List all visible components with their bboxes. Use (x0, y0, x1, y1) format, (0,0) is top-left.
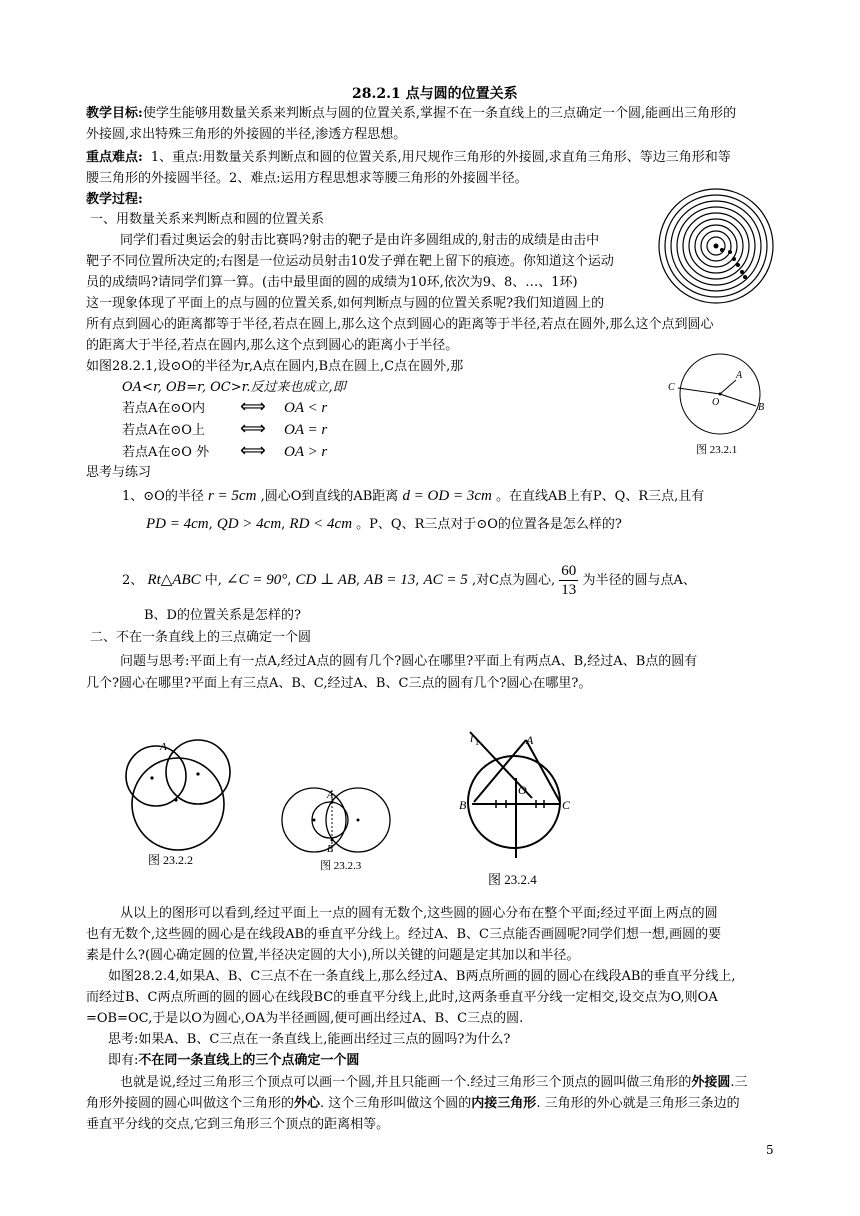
p7-l1b: 外接圆 (691, 1075, 731, 1090)
ex2-f: AB = 13 (364, 572, 416, 588)
goal-text-1: 使学生能够用数量关系来判断点与圆的位置关系,掌握不在一条直线上的三点确定一个圆,能画出三角形的 (142, 106, 737, 121)
ex1-a: 1、⊙O的半径 (122, 489, 204, 504)
ex1-h: RD < 4cm (289, 516, 353, 532)
paragraph-3-line-2: 也有无数个,这些圆的圆心是在线段AB的垂直平分线上。经过A、B、C三点能否画圆呢?同学们想一想,画圆的要 (86, 927, 722, 942)
section-1-title: 一、用数量关系来判断点和圆的位置关系 (90, 212, 325, 227)
p7-l1a: 也就是说,经过三角形三个顶点可以画一个圆,并且只能画一个.经过三角形三个顶点的圆叫做三角形的 (120, 1075, 692, 1090)
figure-23-2-1-caption: 图 23.2.1 (696, 444, 738, 456)
paragraph-1-line-2: 靶子不同位置所决定的;右图是一位运动员射击10发子弹在靶上留下的痕迹。你知道这个运动 (86, 254, 614, 269)
p7-l2d: 内接三角形 (471, 1096, 537, 1111)
fig3-label-b: B (327, 844, 334, 855)
ex2-h: ,对C点为圆心, (471, 573, 556, 588)
process-label: 教学过程: (86, 192, 143, 207)
paragraph-4-line-2: 而经过B、C两点所画的圆的圆心在线段BC的垂直平分线上,此时,这两条垂直平分线一定相交,设交点为O,则OA (86, 990, 718, 1005)
p7-l1c: .三 (730, 1075, 748, 1090)
exercise-2-line-1: 2、 Rt△ABC 中, ∠C = 90°, CD ⊥ AB, AB = 13, AC = 5 ,对C点为圆心, $\frac{60}{13}$ 为半径的圆与点A、 (122, 563, 696, 598)
paragraph-2-line-2: OA<r, OB=r, OC>r.反过来也成立,即 (122, 380, 346, 395)
relation-outside-text: 若点A在⊙O 外 (122, 445, 210, 460)
fig4-label-b: B (459, 798, 467, 812)
paragraph-1-line-1: 同学们看过奥运会的射击比赛吗?射击的靶子是由许多圆组成的,射击的成绩是由击中 (120, 233, 600, 248)
ex2-d: ∠C = 90° (226, 572, 288, 588)
paragraph-5: 思考:如果A、B、C三点在一条直线上,能画出经过三点的圆吗?为什么? (108, 1032, 511, 1047)
goal-line-1 (86, 104, 736, 124)
p7-l2c: . 这个三角形叫做这个圆的 (320, 1096, 472, 1111)
ex2-e: CD ⊥ AB (295, 572, 357, 588)
fig2-label-a: A (160, 741, 167, 753)
figure-23-2-2-caption: 图 23.2.2 (148, 853, 194, 867)
p7-l2a: 角形外接圆的圆心叫做这个三角形的 (86, 1096, 295, 1111)
think-title: 思考与练习 (86, 465, 152, 480)
ex2-b: Rt△ABC (147, 572, 201, 588)
ex1-c: ,圆心O到直线的AB距离 (260, 489, 399, 504)
p7-l2b: 外心 (294, 1096, 321, 1111)
target-figure (654, 188, 784, 308)
paragraph-3-line-3: 素是什么?(圆心确定圆的位置,半径决定圆的大小),所以关键的问题是定其加以和半径。 (86, 948, 580, 963)
paragraph-1-line-6: 的距离大于半径,若点在圆内,那么这个点到圆心的距离小于半径。 (86, 338, 459, 353)
relation-on-math: OA = r (284, 422, 328, 438)
figure-23-2-4-caption: 图 23.2.4 (488, 872, 537, 887)
ex2-i: 为半径的圆与点A、 (582, 573, 696, 588)
fig1-label-c: C (668, 382, 675, 393)
paragraph-7-line-1 (120, 1073, 748, 1093)
key-line-1 (86, 148, 731, 168)
relation-inside-text: 若点A在⊙O内 (122, 401, 205, 416)
fig1-label-a: A (736, 370, 743, 381)
fig3-label-a: A (327, 790, 334, 801)
section-2-title: 二、不在一条直线上的三点确定一个圆 (90, 630, 312, 645)
figure-23-2-3-caption: 图 23.2.3 (320, 860, 362, 872)
paragraph-3-line-1: 从以上的图形可以看到,经过平面上一点的圆有无数个,这些圆的圆心分布在整个平面;经过平面上两点的圆 (120, 906, 718, 921)
key-text-1: 1、重点:用数量关系判断点和圆的位置关系,用尺规作三角形的外接圆,求直角三角形、等边三角形和等 (150, 150, 731, 165)
relation-arrow-1: ⟺ (240, 396, 266, 417)
relation-on-text: 若点A在⊙O上 (122, 423, 205, 438)
relation-arrow-2: ⟺ (240, 418, 266, 439)
paragraph-4-line-3: =OB=OC,于是以O为圆心,OA为半径画圆,便可画出经过A、B、C三点的圆. (86, 1011, 524, 1026)
key-label: 重点难点: (86, 150, 143, 165)
fig4-label-a: A (526, 733, 534, 747)
paragraph-7-line-2 (86, 1094, 740, 1114)
fig1-label-o: O (712, 397, 720, 408)
paragraph-6 (108, 1051, 359, 1071)
ex2-fraction (559, 562, 578, 599)
relation-outside-math: OA > r (284, 444, 328, 460)
paragraph-1-line-4: 这一现象体现了平面上的点与圆的位置关系,如何判断点与圆的位置关系呢?我们知道圆上的 (86, 296, 605, 311)
figure-23-2-4 (456, 730, 580, 860)
ex1-i: 。P、Q、R三点对于⊙O的位置各是怎么样的? (356, 517, 622, 532)
question-line-2: 几个?圆心在哪里?平面上有三点A、B、C,经过A、B、C三点的圆有几个?圆心在哪里?。 (86, 676, 592, 691)
key-line-2: 腰三角形的外接圆半径。2、难点:运用方程思想求等腰三角形的外接圆半径。 (86, 171, 528, 186)
ex2-a: 2、 (122, 573, 144, 588)
ex1-e: 。在直线AB上有P、Q、R三点,且有 (495, 489, 705, 504)
svg-text:1: 1 (475, 738, 479, 747)
ex2-numerator: 60 (561, 563, 577, 579)
relation-arrow-3: ⟺ (240, 440, 266, 461)
figure-23-2-3 (280, 780, 400, 860)
ex2-g: AC = 5 (423, 572, 468, 588)
ex2-c: 中, (204, 573, 222, 588)
fig4-label-c: C (562, 798, 571, 812)
page-number: 5 (766, 1143, 774, 1157)
p6-theorem: 不在同一条直线上的三个点确定一个圆 (138, 1053, 360, 1068)
lesson-title: 28.2.1 点与圆的位置关系 (352, 86, 518, 102)
paragraph-4-line-1: 如图28.2.4,如果A、B、C三点不在一条直线上,那么经过A、B两点所画的圆的圆心在线段AB的垂直平分线上, (108, 969, 736, 984)
goal-label: 教学目标: (86, 106, 143, 121)
ex1-f: PD = 4cm (146, 516, 209, 532)
question-line-1: 问题与思考:平面上有一点A,经过A点的圆有几个?圆心在哪里?平面上有两点A、B,经过A、B点的圆有 (120, 654, 698, 669)
fig1-label-b: B (758, 402, 765, 413)
relation-row-outside (122, 443, 209, 463)
paragraph-1-line-5: 所有点到圆心的距离都等于半径,若点在圆上,那么这个点到圆心的距离等于半径,若点在圆外,那么这个点到圆心 (86, 317, 714, 332)
figure-23-2-1 (660, 352, 780, 438)
ex1-g: QD > 4cm (216, 516, 282, 532)
p6-prefix: 即有: (108, 1053, 139, 1068)
relation-inside-math: OA < r (284, 400, 328, 416)
ex2-denominator: 13 (561, 582, 577, 598)
relation-row-on (122, 421, 205, 441)
figure-23-2-2 (120, 736, 240, 852)
paragraph-7-line-3: 垂直平分线的交点,它到三角形三个顶点的距离相等。 (86, 1117, 390, 1132)
exercise-1-line-1 (122, 486, 704, 507)
paragraph-1-line-3: 员的成绩吗?请同学们算一算。(击中最里面的圆的成绩为10环,依次为9、8、…、1环) (86, 275, 578, 290)
ex1-b: r = 5cm (207, 488, 257, 504)
goal-line-2: 外接圆,求出特殊三角形的外接圆的半径,渗透方程思想。 (86, 127, 407, 142)
exercise-1-line-2: PD = 4cm, QD > 4cm, RD < 4cm 。P、Q、R三点对于⊙O的位置各是怎么样的? (146, 516, 622, 532)
exercise-2-line-2: B、D的位置关系是怎样的? (144, 608, 301, 623)
fig4-label-l1: l (470, 731, 474, 745)
fig4-label-o: O (518, 783, 527, 797)
ex1-d: d = OD = 3cm (402, 488, 492, 504)
p7-l2e: . 三角形的外心就是三角形三条边的 (536, 1096, 740, 1111)
paragraph-2-line-1: 如图28.2.1,设⊙O的半径为r,A点在圆内,B点在圆上,C点在圆外,那 (86, 359, 464, 374)
relation-row-inside (122, 399, 205, 419)
